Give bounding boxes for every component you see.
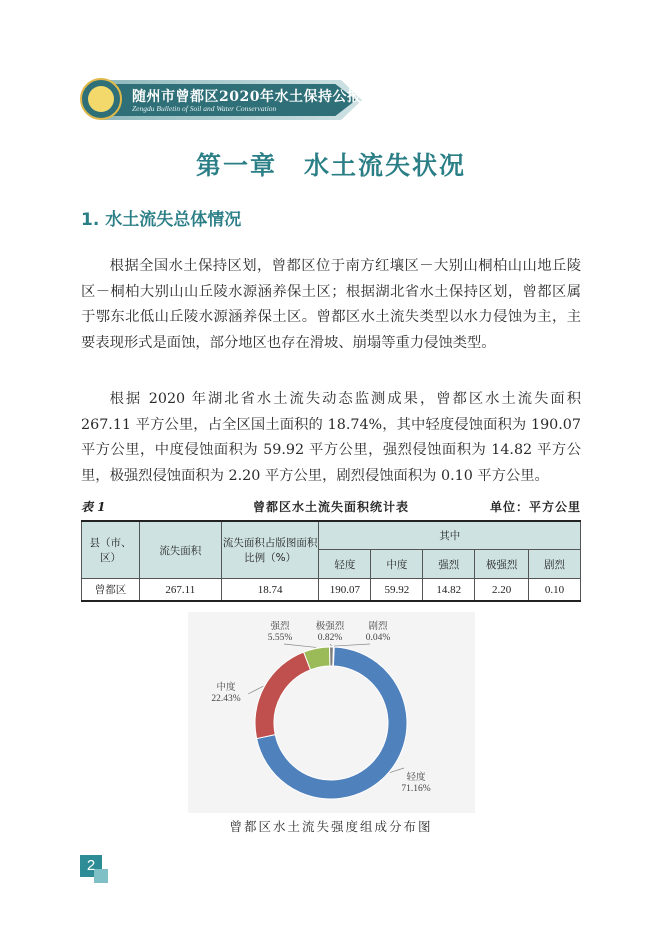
leader-line [330,644,332,646]
label-very-intense-category: 极强烈 [315,621,345,632]
header-area: 流失面积 [139,521,221,579]
cell-area: 267.11 [139,579,221,602]
header-banner [80,78,362,120]
erosion-area-table [81,520,581,602]
header-severe: 剧烈 [529,550,581,579]
header-very-intense: 极强烈 [475,550,529,579]
table-heading [81,496,581,516]
cell-intense: 14.82 [423,579,475,602]
table-row [82,579,581,602]
header-ratio: 流失面积占版图面积比例（%） [221,521,319,579]
label-light-value: 71.16% [401,784,431,794]
header-intense: 强烈 [423,550,475,579]
section-title: 1. 水土流失总体情况 [81,210,242,230]
chapter-title: 第一章 水土流失状况 [195,151,466,180]
leader-line [334,644,370,646]
slice-severe [333,647,334,666]
label-severe-category: 剧烈 [368,621,388,632]
bulletin-subtitle: Zengdu Bulletin of Soil and Water Conservation [132,104,277,113]
cell-severe: 0.10 [529,579,581,602]
paragraph-1: 根据全国水土保持区划，曾都区位于南方红壤区－大别山桐柏山山地丘陵区－桐柏大别山山丘陵水源涵养保土区；根据湖北省水土保持区划，曾都区属于鄂东北低山丘陵水源涵养保土区。曾都区水土流失类型以水力侵蚀为主，主要表现形式是面蚀，部分地区也存在滑坡、崩塌等重力侵蚀类型。 [81,258,581,351]
table-label: 表 1 [81,500,106,514]
page-number: 2 [86,857,96,874]
label-very-intense-value: 0.82% [317,633,343,643]
label-light-category: 轻度 [406,772,426,783]
label-intense-value: 5.55% [267,633,293,643]
chart-caption: 曾都区水土流失强度组成分布图 [229,819,433,834]
header-among: 其中 [319,521,581,550]
header-county: 县（市、区） [82,521,140,579]
paragraph-2: 根据 2020 年湖北省水土流失动态监测成果，曾都区水土流失面积 267.11 平方公里，占全区国土面积的 18.74%，其中轻度侵蚀面积为 190.07 平方公里，中度侵蚀面积为 59.92 平方公里，强烈侵蚀面积为 14.82 平方公里，极强烈侵蚀面积为 2.20 平方公里，剧烈侵蚀面积为 0.10 平方公里。 [81,391,581,484]
table-title: 曾都区水土流失面积统计表 [252,500,409,514]
soil-water-emblem-icon [80,78,122,120]
label-intense-category: 强烈 [270,621,290,632]
slice-moderate [255,652,311,738]
cell-very-intense: 2.20 [475,579,529,602]
cell-moderate: 59.92 [371,579,423,602]
table-unit: 单位：平方公里 [489,500,581,514]
bulletin-title: 随州市曾都区2020年水土保持公报 [132,89,362,105]
label-moderate-category: 中度 [216,682,236,693]
cell-light: 190.07 [319,579,371,602]
cell-ratio: 18.74 [221,579,319,602]
cell-county: 曾都区 [82,579,140,602]
label-moderate-value: 22.43% [211,694,241,704]
leader-line [284,644,316,647]
header-light: 轻度 [319,550,371,579]
donut-chart [188,612,475,813]
chart-container [188,612,475,813]
header-moderate: 中度 [371,550,423,579]
label-severe-value: 0.04% [365,633,391,643]
emblem-center [88,86,114,112]
